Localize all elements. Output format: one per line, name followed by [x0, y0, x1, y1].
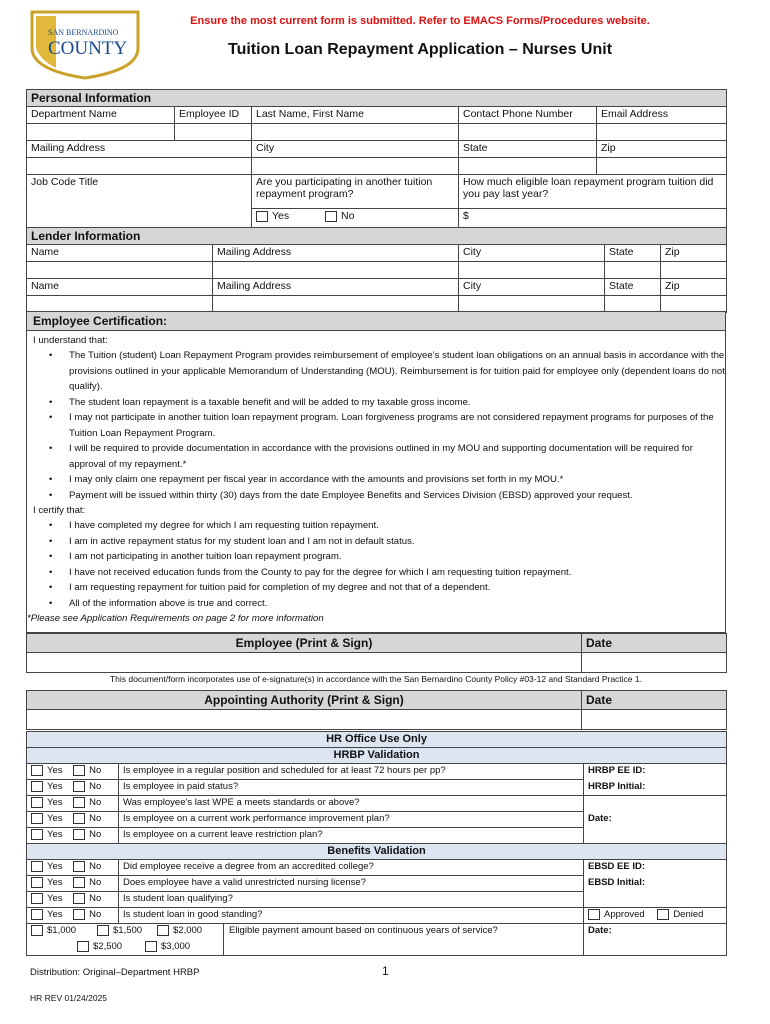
no-label: No — [89, 909, 102, 921]
job-code-label: Job Code Title — [27, 175, 252, 231]
understand-item: • The student loan repayment is a taxable benefit and will be added to my taxable gross income. — [47, 395, 725, 411]
city-field[interactable] — [252, 158, 459, 175]
understand-item: • I will be required to provide documentation in accordance with the provisions outlined in my MOU and supporting documentation will be required for approval of my repayment.* — [47, 441, 725, 472]
hrbp-no-checkbox[interactable] — [73, 829, 85, 840]
certify-item: • I am in active repayment status for my student loan and I am not in default status. — [47, 534, 725, 550]
employee-certification — [26, 311, 726, 633]
distribution-note: Distribution: Original–Department HRBP — [30, 967, 200, 978]
authority-sign-field[interactable] — [27, 710, 582, 730]
form-notice: Ensure the most current form is submitted. Refer to EMACS Forms/Procedures website. — [190, 15, 650, 27]
ebsd-date-label: Date: — [584, 924, 727, 956]
logo-text-top: SAN BERNARDINO — [48, 28, 119, 37]
lender-zip-field[interactable] — [661, 262, 727, 279]
amount-2500 — [77, 941, 122, 952]
benefits-question: Does employee have a valid unrestricted nursing license? — [119, 876, 584, 892]
lender-state-field[interactable] — [605, 262, 661, 279]
hrbp-question: Is employee in paid status? — [119, 780, 584, 796]
amount-2000-label: $2,000 — [173, 925, 203, 937]
hrbp-yn-row-1 — [27, 764, 119, 780]
employee-date-field[interactable] — [582, 653, 727, 673]
esign-note: This document/form incorporates use of e-signature(s) in accordance with the San Bernardino County Policy #03-12 and Standard Practice 1. — [109, 674, 642, 684]
mailing-field[interactable] — [27, 158, 252, 175]
lender-zip-label: Zip — [661, 245, 727, 262]
hr-office-title: HR Office Use Only — [27, 732, 727, 748]
benefits-question: Did employee receive a degree from an accredited college? — [119, 860, 584, 876]
yes-label: Yes — [47, 861, 63, 873]
yes-label: Yes — [47, 781, 63, 793]
hrbp-date-field[interactable] — [584, 828, 727, 844]
amount-1000-checkbox[interactable] — [31, 925, 43, 936]
benefits-no-checkbox[interactable] — [73, 861, 85, 872]
denied-label: Denied — [673, 909, 704, 921]
lender-state-label: State — [605, 245, 661, 262]
participating-yes-checkbox[interactable] — [256, 211, 268, 222]
state-field[interactable] — [459, 158, 597, 175]
lender2-city-field[interactable] — [459, 296, 605, 313]
amount-3000-label: $3,000 — [161, 941, 191, 953]
lender2-name-field[interactable] — [27, 296, 213, 313]
lender2-mailing-field[interactable] — [213, 296, 459, 313]
hrbp-yes-checkbox[interactable] — [31, 797, 43, 808]
phone-label: Contact Phone Number — [459, 107, 597, 124]
lender-name-label: Name — [27, 245, 213, 262]
certify-item: • I have not received education funds from the County to pay for the degree for which I am requesting tuition repayment. — [47, 565, 725, 581]
city-label: City — [252, 141, 459, 158]
approved-label: Approved — [604, 909, 645, 921]
benefits-question: Is student loan in good standing? — [119, 908, 584, 924]
lender2-zip-field[interactable] — [661, 296, 727, 313]
hrbp-yes-checkbox[interactable] — [31, 765, 43, 776]
amount-2000-checkbox[interactable] — [157, 925, 169, 936]
understand-item: • I may not participate in another tuition loan repayment program. Loan forgiveness programs are not considered repayment programs for purposes of the Tuition Loan Repayment Program. — [47, 410, 725, 441]
employee-signature-table — [26, 633, 727, 673]
understand-item: • Payment will be issued within thirty (30) days from the date Employee Benefits and Services Division (EBSD) approved your request. — [47, 488, 725, 504]
form-title: Tuition Loan Repayment Application – Nurses Unit — [227, 41, 613, 58]
certify-item: • I have completed my degree for which I am requesting tuition repayment. — [47, 518, 725, 534]
understand-list — [27, 348, 725, 503]
no-label: No — [89, 877, 102, 889]
hrbp-yn-row-5 — [27, 828, 119, 844]
lender-name-field[interactable] — [27, 262, 213, 279]
personal-info-table — [26, 89, 727, 231]
employee-id-field[interactable] — [175, 124, 252, 141]
no-label: No — [89, 893, 102, 905]
email-label: Email Address — [597, 107, 727, 124]
participating-no-checkbox[interactable] — [325, 211, 337, 222]
yes-label: Yes — [47, 797, 63, 809]
lender2-name-label: Name — [27, 279, 213, 296]
amount-1500-label: $1,500 — [113, 925, 143, 937]
yes-label: Yes — [47, 893, 63, 905]
employee-date-label: Date — [582, 634, 727, 653]
no-label: No — [89, 861, 102, 873]
state-label: State — [459, 141, 597, 158]
logo-text-main: COUNTY — [48, 38, 128, 59]
employee-sign-field[interactable] — [27, 653, 582, 673]
participating-question: Are you participating in another tuition repayment program? — [252, 175, 458, 209]
benefits-yn-row-3 — [27, 892, 119, 908]
revision-label: HR REV 01/24/2025 — [30, 993, 108, 1003]
lender-city-field[interactable] — [459, 262, 605, 279]
loan-amount-field[interactable] — [459, 209, 726, 223]
name-label: Last Name, First Name — [252, 107, 459, 124]
no-label: No — [89, 781, 102, 793]
employee-sign-label: Employee (Print & Sign) — [27, 634, 582, 653]
understand-intro: I understand that: — [33, 335, 108, 346]
yes-label: Yes — [47, 909, 63, 921]
certify-item: • I am not participating in another tuition loan repayment program. — [47, 549, 725, 565]
amount-2000 — [157, 925, 202, 936]
personal-info-header: Personal Information — [27, 90, 727, 107]
amount-2500-label: $2,500 — [93, 941, 123, 953]
hrbp-no-checkbox[interactable] — [73, 765, 85, 776]
amount-1000-label: $1,000 — [47, 925, 77, 937]
approval-choice — [584, 908, 727, 924]
yes-label: Yes — [47, 877, 63, 889]
county-logo — [26, 8, 144, 80]
benefits-question: Is student loan qualifying? — [119, 892, 584, 908]
benefits-no-checkbox[interactable] — [73, 877, 85, 888]
email-field[interactable] — [597, 124, 727, 141]
yes-label: Yes — [47, 829, 63, 841]
authority-signature-table — [26, 690, 727, 730]
employee-id-label: Employee ID — [175, 107, 252, 124]
authority-date-field[interactable] — [582, 710, 727, 730]
yes-label: Yes — [47, 765, 63, 777]
yes-label: Yes — [272, 210, 290, 222]
hr-office-table — [26, 731, 727, 956]
certify-item: • I am requesting repayment for tuition paid for completion of my degree and not that of a dependent. — [47, 580, 725, 596]
hrbp-yn-row-2 — [27, 780, 119, 796]
ebsd-blank — [584, 892, 727, 908]
hrbp-question: Is employee on a current leave restriction plan? — [119, 828, 584, 844]
no-label: No — [89, 829, 102, 841]
benefits-yes-checkbox[interactable] — [31, 877, 43, 888]
hrbp-no-checkbox[interactable] — [73, 797, 85, 808]
lender2-state-label: State — [605, 279, 661, 296]
lender2-mailing-label: Mailing Address — [213, 279, 459, 296]
certify-item: • All of the information above is true and correct. — [47, 596, 725, 612]
lender-mailing-label: Mailing Address — [213, 245, 459, 262]
approved-checkbox[interactable] — [588, 909, 600, 920]
hrbp-no-checkbox[interactable] — [73, 813, 85, 824]
hrbp-question: Was employee’s last WPE a meets standards or above? — [119, 796, 584, 812]
zip-label: Zip — [597, 141, 727, 158]
benefits-yn-row-2 — [27, 876, 119, 892]
denied-checkbox[interactable] — [657, 909, 669, 920]
benefits-yes-checkbox[interactable] — [31, 893, 43, 904]
hrbp-no-checkbox[interactable] — [73, 781, 85, 792]
benefits-yes-checkbox[interactable] — [31, 909, 43, 920]
hrbp-blank — [584, 796, 727, 812]
hrbp-question: Is employee in a regular position and scheduled for at least 72 hours per pp? — [119, 764, 584, 780]
lender2-state-field[interactable] — [605, 296, 661, 313]
hrbp-yes-checkbox[interactable] — [31, 813, 43, 824]
benefits-no-checkbox[interactable] — [73, 909, 85, 920]
loan-amount-question: How much eligible loan repayment program tuition did you pay last year? — [459, 175, 726, 209]
lender-city-label: City — [459, 245, 605, 262]
lender2-zip-label: Zip — [661, 279, 727, 296]
benefits-yn-row-4 — [27, 908, 119, 924]
department-field[interactable] — [27, 124, 175, 141]
lender2-city-label: City — [459, 279, 605, 296]
benefits-no-checkbox[interactable] — [73, 893, 85, 904]
name-field[interactable] — [252, 124, 459, 141]
benefits-yn-row-1 — [27, 860, 119, 876]
hrbp-date-label: Date: — [584, 812, 727, 828]
no-label: No — [340, 210, 355, 222]
certification-header: Employee Certification: — [27, 312, 725, 331]
benefits-yes-checkbox[interactable] — [31, 861, 43, 872]
authority-date-label: Date — [582, 691, 727, 710]
no-label: No — [89, 765, 102, 777]
hrbp-ee-id-label: HRBP EE ID: — [584, 764, 727, 780]
certify-intro: I certify that: — [33, 505, 86, 516]
hrbp-question: Is employee on a current work performance improvement plan? — [119, 812, 584, 828]
hrbp-yes-checkbox[interactable] — [31, 781, 43, 792]
hrbp-yn-row-3 — [27, 796, 119, 812]
amount-1000 — [31, 925, 76, 936]
requirements-note: *Please see Application Requirements on page 2 for more information — [27, 613, 324, 624]
no-label: No — [89, 813, 102, 825]
hrbp-validation-title: HRBP Validation — [27, 748, 727, 764]
amount-3000 — [145, 941, 190, 952]
understand-item: • I may only claim one repayment per fiscal year in accordance with the amounts and provisions set forth in my MOU.* — [47, 472, 725, 488]
hrbp-yn-row-4 — [27, 812, 119, 828]
hrbp-initial-label: HRBP Initial: — [584, 780, 727, 796]
hrbp-yes-checkbox[interactable] — [31, 829, 43, 840]
amount-1500 — [97, 925, 142, 936]
no-label: No — [89, 797, 102, 809]
ebsd-initial-label: EBSD Initial: — [584, 876, 727, 892]
department-label: Department Name — [27, 107, 175, 124]
zip-field[interactable] — [597, 158, 727, 175]
authority-sign-label: Appointing Authority (Print & Sign) — [27, 691, 582, 710]
page-number: 1 — [382, 964, 389, 978]
phone-field[interactable] — [459, 124, 597, 141]
dollar-sign: $ — [463, 210, 469, 222]
lender-mailing-field[interactable] — [213, 262, 459, 279]
amount-2500-checkbox[interactable] — [77, 941, 89, 952]
understand-item: • The Tuition (student) Loan Repayment Program provides reimbursement of employee’s student loan obligations on an annual basis in accordance with the provisions outlined in your applicable Memorandum of Understanding (MOU). Reimbursement is for tuition paid for employee only (dependent loans do not qualify). — [47, 348, 725, 395]
lender-info-header: Lender Information — [27, 228, 727, 245]
eligible-amount-row — [27, 924, 584, 956]
lender-info-table — [26, 227, 727, 313]
amount-1500-checkbox[interactable] — [97, 925, 109, 936]
benefits-validation-title: Benefits Validation — [27, 844, 727, 860]
ebsd-ee-id-label: EBSD EE ID: — [584, 860, 727, 876]
amount-3000-checkbox[interactable] — [145, 941, 157, 952]
certify-list — [27, 518, 725, 611]
mailing-label: Mailing Address — [27, 141, 252, 158]
eligible-question: Eligible payment amount based on continuous years of service? — [229, 925, 498, 936]
yes-label: Yes — [47, 813, 63, 825]
